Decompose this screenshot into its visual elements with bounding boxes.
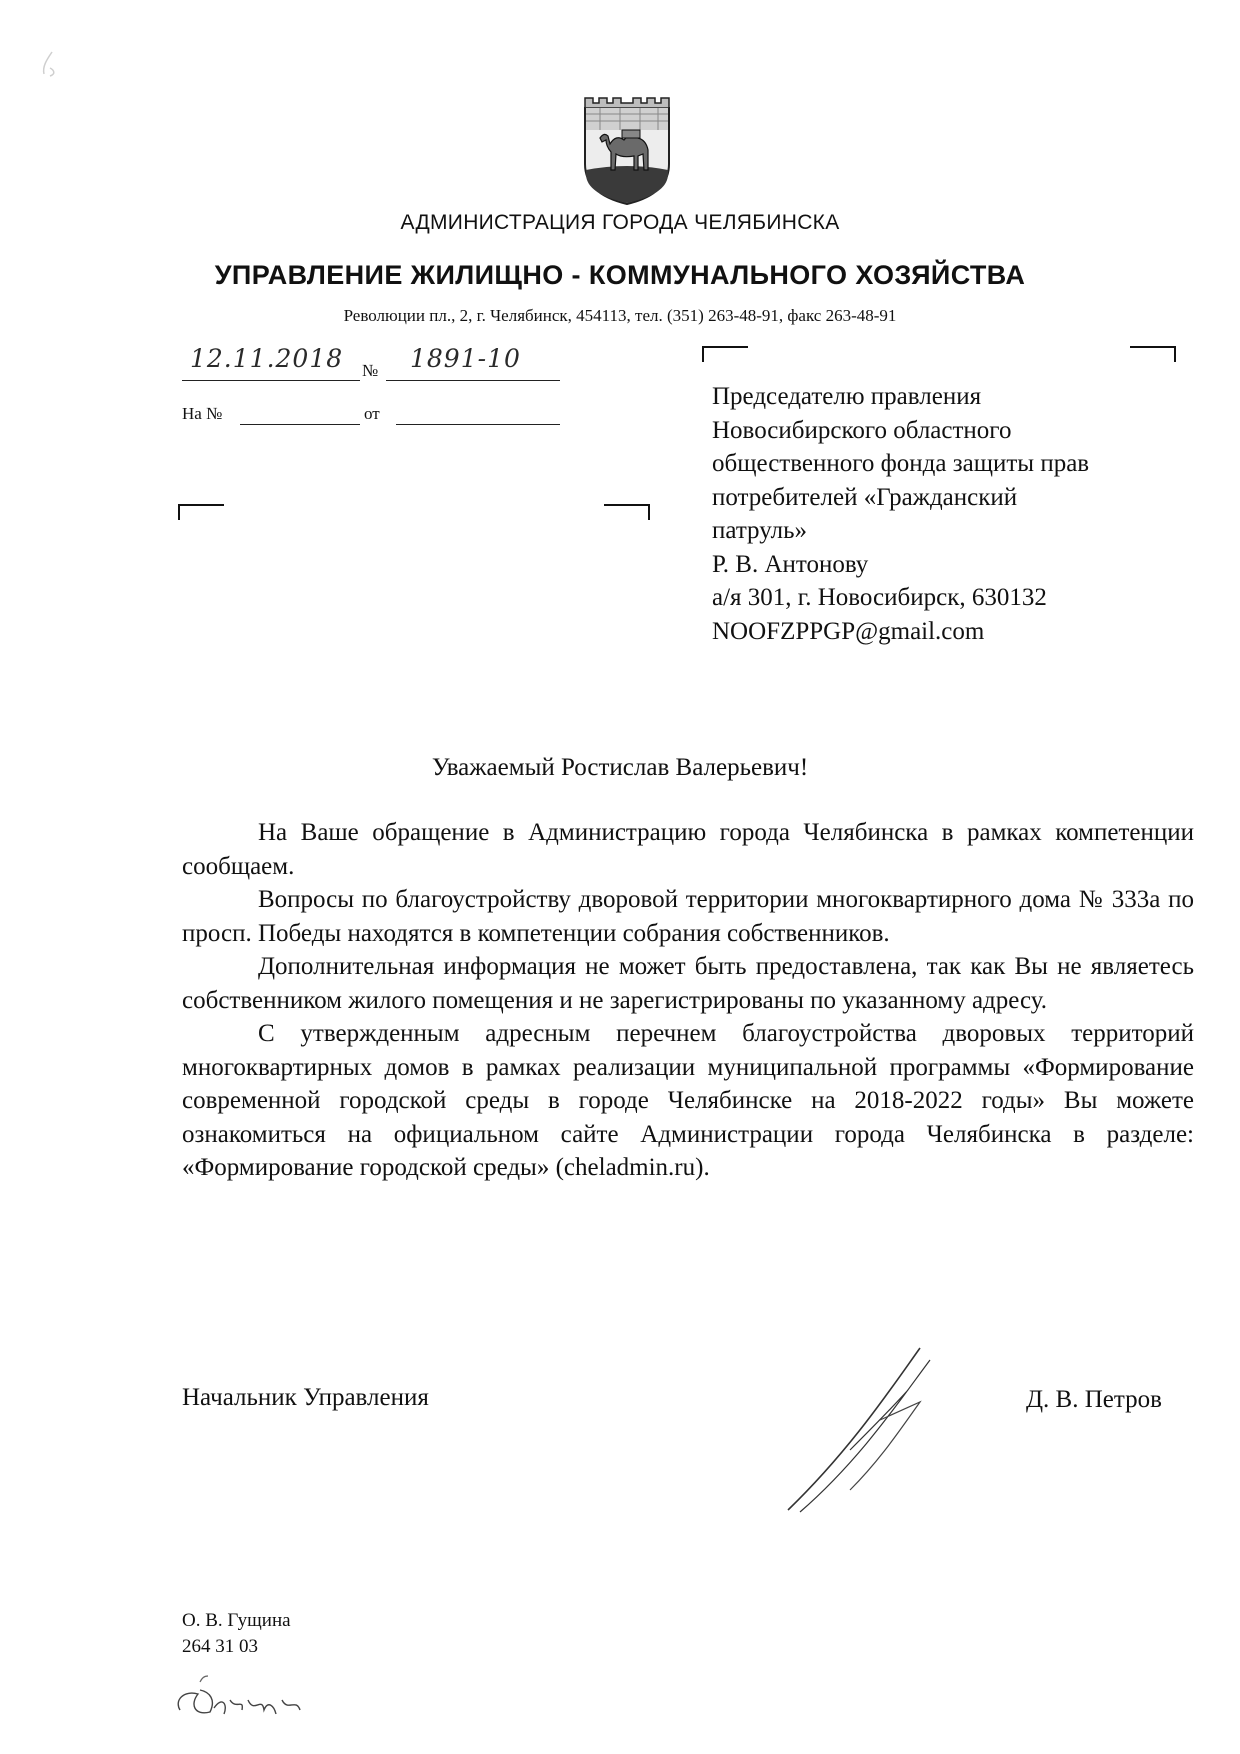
body-paragraph: На Ваше обращение в Администрацию города Челябинска в рамках компетенции сообщаем.: [182, 819, 1194, 880]
signatory-position: Начальник Управления: [182, 1384, 429, 1411]
organization-admin-title: АДМИНИСТРАЦИЯ ГОРОДА ЧЕЛЯБИНСКА: [400, 211, 840, 234]
handwritten-initials: [170, 1670, 350, 1730]
addressee-line: Председателю правления: [712, 383, 982, 410]
organization-department-title: УПРАВЛЕНИЕ ЖИЛИЩНО - КОММУНАЛЬНОГО ХОЗЯЙСТВА: [214, 260, 1026, 290]
organization-address: Революции пл., 2, г. Челябинск, 454113, тел. (351) 263-48-91, факс 263-48-91: [343, 306, 897, 325]
addressee-line: Новосибирского областного: [712, 416, 1012, 444]
registration-date: 12.11.2018: [190, 344, 344, 373]
reference-number-label: На №: [182, 404, 223, 423]
addressee-line: Р. В. Антонову: [712, 550, 869, 578]
registration-number: 1891-10: [410, 344, 521, 373]
reference-from-label: от: [364, 404, 380, 423]
salutation: Уважаемый Ростислав Валерьевич!: [431, 754, 809, 781]
executor-phone: 264 31 03: [182, 1636, 258, 1657]
addressee-block: [712, 380, 1182, 648]
body-paragraph: Дополнительная информация не может быть предоставлена, так как Вы не являетесь собственником жилого помещения и не зарегистрированы по указанному адресу.: [182, 953, 1194, 1014]
body-paragraph: Вопросы по благоустройству дворовой территории многоквартирного дома № 333а по просп. Победы находятся в компетенции собрания собственников.: [182, 886, 1194, 947]
signatory-name: Д. В. Петров: [1026, 1386, 1162, 1413]
body-paragraph: С утвержденным адресным перечнем благоустройства дворовых территорий многоквартирных домов в рамках реализации муниципальной программы «Формирование современной городской среды в городе Челябинске на 2018-2022 годы» Вы можете ознакомиться на официальном сайте Администрации города Челябинска в разделе: «Формирование городской среды» (cheladmin.ru).: [182, 1020, 1194, 1181]
executor-block: [182, 1608, 291, 1660]
addressee-corner-right: [1130, 346, 1176, 362]
addressee-line: общественного фонда защиты прав: [712, 450, 1090, 477]
reference-from-line: [396, 424, 560, 425]
addressee-line: а/я 301, г. Новосибирск, 630132: [712, 584, 1047, 611]
handwritten-signature: [780, 1340, 950, 1520]
registration-date-line: [182, 380, 360, 381]
addressee-corner-left: [702, 346, 748, 362]
registration-number-line: [386, 380, 560, 381]
registration-number-label: №: [362, 361, 379, 380]
letter-body: [182, 816, 1194, 1185]
addressee-email: NOOFZPPGP@gmail.com: [712, 617, 985, 645]
margin-pencil-mark: [38, 48, 60, 78]
subject-corner-left: [178, 504, 224, 520]
addressee-line: патруль»: [712, 517, 808, 544]
reference-number-line: [240, 424, 360, 425]
chelyabinsk-coat-of-arms-icon: [582, 94, 672, 206]
addressee-line: потребителей «Гражданский: [712, 483, 1018, 511]
subject-corner-right: [604, 504, 650, 520]
executor-name: О. В. Гущина: [182, 1610, 291, 1631]
